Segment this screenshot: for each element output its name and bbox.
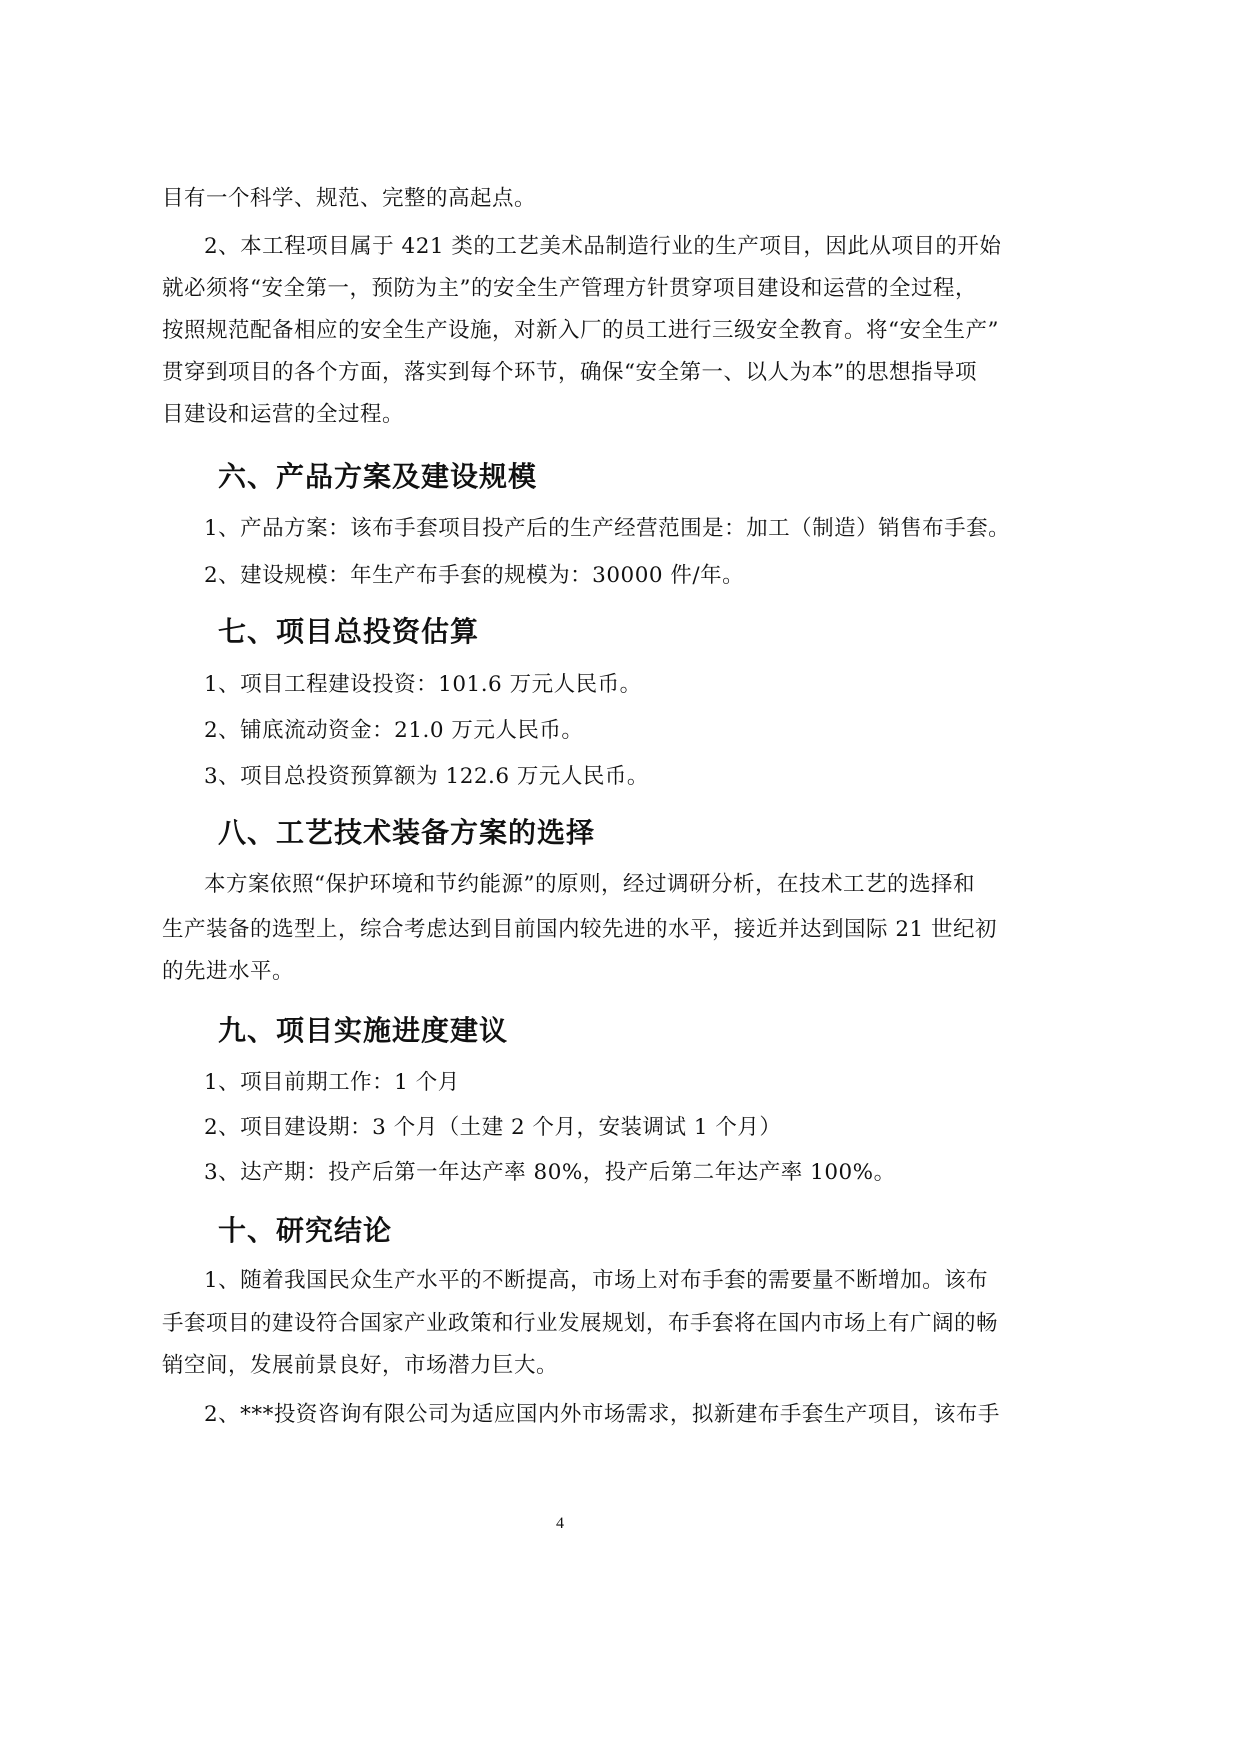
section-heading: 九、项目实施进度建议 <box>218 1014 509 1047</box>
section-heading: 十、研究结论 <box>218 1214 393 1247</box>
section-heading: 八、工艺技术装备方案的选择 <box>218 816 596 849</box>
paragraph-line: 贯穿到项目的各个方面，落实到每个环节，确保“安全第一、以人为本”的思想指导项 <box>162 360 977 385</box>
paragraph-line: 目建设和运营的全过程。 <box>162 402 405 427</box>
list-item: 2、铺底流动资金：21.0 万元人民币。 <box>204 718 584 743</box>
section-heading: 七、项目总投资估算 <box>218 615 480 648</box>
paragraph-line: 1、随着我国民众生产水平的不断提高，市场上对布手套的需要量不断增加。该布 <box>204 1268 989 1293</box>
paragraph-line: 按照规范配备相应的安全生产设施，对新入厂的员工进行三级安全教育。将“安全生产” <box>162 318 999 343</box>
list-item: 1、产品方案：该布手套项目投产后的生产经营范围是：加工（制造）销售布手套。 <box>204 516 1011 541</box>
paragraph-line: 本方案依照“保护环境和节约能源”的原则，经过调研分析，在技术工艺的选择和 <box>204 872 975 897</box>
page-number: 4 <box>556 1515 564 1532</box>
paragraph-line: 目有一个科学、规范、完整的高起点。 <box>162 186 537 211</box>
paragraph-line: 2、本工程项目属于 421 类的工艺美术品制造行业的生产项目，因此从项目的开始 <box>204 234 1002 259</box>
paragraph-line: 的先进水平。 <box>162 959 295 984</box>
list-item: 1、项目工程建设投资：101.6 万元人民币。 <box>204 672 642 697</box>
paragraph-line: 生产装备的选型上，综合考虑达到目前国内较先进的水平，接近并达到国际 21 世纪初 <box>162 917 998 942</box>
list-item: 1、项目前期工作：1 个月 <box>204 1070 460 1095</box>
list-item: 2、建设规模：年生产布手套的规模为：30000 件/年。 <box>204 563 745 588</box>
paragraph-line: 就必须将“安全第一，预防为主”的安全生产管理方针贯穿项目建设和运营的全过程， <box>162 276 977 301</box>
paragraph-line: 2、***投资咨询有限公司为适应国内外市场需求，拟新建布手套生产项目，该布手 <box>204 1402 1000 1427</box>
list-item: 3、达产期：投产后第一年达产率 80%，投产后第二年达产率 100%。 <box>204 1160 896 1185</box>
section-heading: 六、产品方案及建设规模 <box>218 460 538 493</box>
list-item: 2、项目建设期：3 个月（土建 2 个月，安装调试 1 个月） <box>204 1115 782 1140</box>
list-item: 3、项目总投资预算额为 122.6 万元人民币。 <box>204 764 649 789</box>
paragraph-line: 销空间，发展前景良好，市场潜力巨大。 <box>162 1353 559 1378</box>
paragraph-line: 手套项目的建设符合国家产业政策和行业发展规划，布手套将在国内市场上有广阔的畅 <box>162 1311 999 1336</box>
